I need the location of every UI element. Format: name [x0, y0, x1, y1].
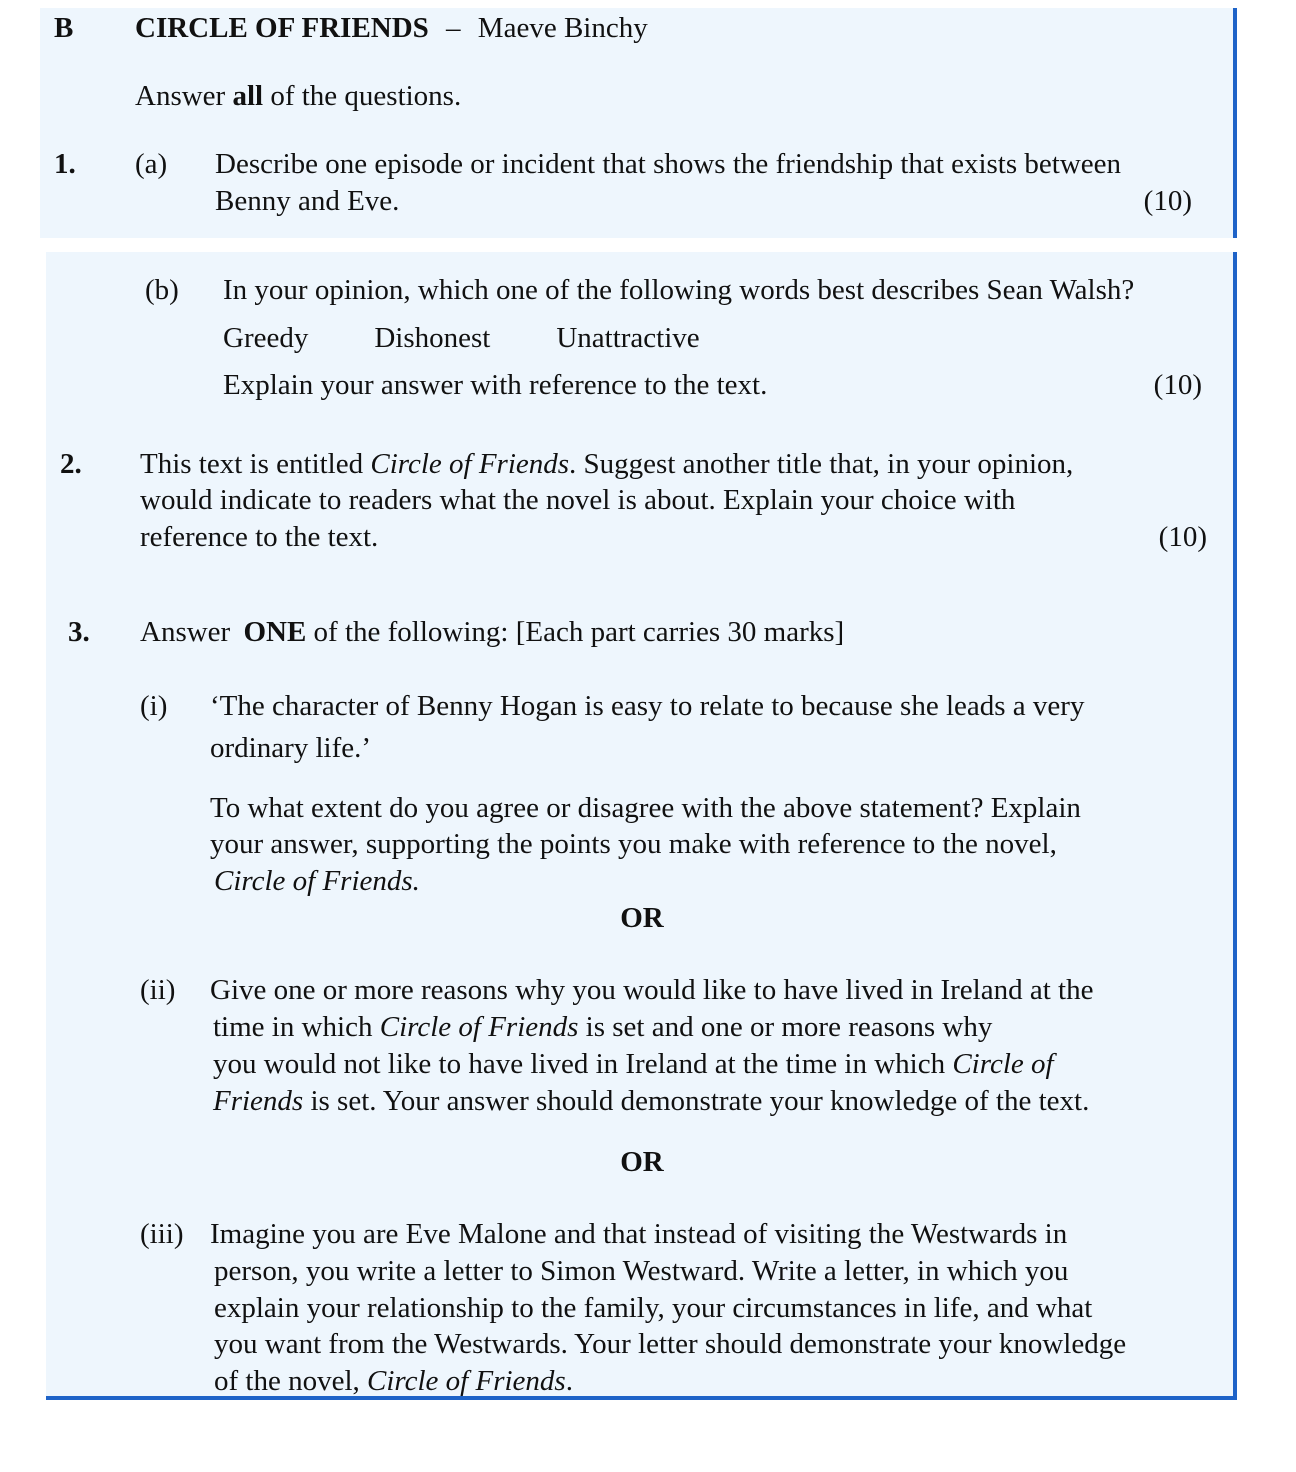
- q3ii-line3-title: Circle of: [952, 1048, 1054, 1080]
- q3-intro-pre: Answer: [140, 616, 231, 648]
- instruction-post: of the questions.: [270, 80, 462, 112]
- q2-line2: would indicate to readers what the novel is about. Explain your choice with: [140, 484, 1016, 516]
- section-title: CIRCLE OF FRIENDS: [135, 12, 429, 44]
- q3i-line5: Circle of Friends.: [214, 865, 420, 897]
- q3iii-line4: you want from the Westwards. Your letter should demonstrate your knowledge: [214, 1328, 1127, 1360]
- q3iii-line5-post: .: [565, 1365, 573, 1397]
- q3-number: 3.: [68, 616, 90, 648]
- option-unattractive: Unattractive: [556, 322, 700, 354]
- section-instruction: [135, 78, 461, 114]
- q3i-line2: ordinary life.’: [210, 732, 372, 764]
- q1b-line3: Explain your answer with reference to the text.: [223, 369, 768, 401]
- q3ii-line1: Give one or more reasons why you would like to have lived in Ireland at the: [210, 974, 1094, 1006]
- q3iii-line5-title: Circle of Friends: [367, 1365, 566, 1397]
- q1-number: 1.: [54, 148, 76, 180]
- q2-line1: [140, 446, 1073, 482]
- q3ii-line4-title: Friends: [213, 1085, 304, 1117]
- instruction-bold: all: [232, 80, 264, 112]
- q3ii-line2: [213, 1009, 992, 1045]
- q3ii-label: (ii): [140, 974, 176, 1006]
- section-author: Maeve Binchy: [477, 12, 648, 44]
- q3iii-line3: explain your relationship to the family, your circumstances in life, and what: [214, 1292, 1093, 1324]
- q1a-line1: Describe one episode or incident that shows the friendship that exists between: [215, 148, 1122, 180]
- q1a-marks: (10): [1143, 185, 1192, 217]
- q3ii-line4-post: is set. Your answer should demonstrate your knowledge of the text.: [310, 1085, 1090, 1117]
- q3i-line4: your answer, supporting the points you make with reference to the novel,: [210, 828, 1057, 860]
- section-letter: B: [54, 12, 74, 44]
- q3iii-line5-pre: of the novel,: [214, 1365, 360, 1397]
- q3-intro-post: of the following: [Each part carries 30 marks]: [313, 616, 845, 648]
- or-separator-2: OR: [620, 1146, 664, 1178]
- q3ii-line4: [213, 1083, 1089, 1119]
- q2-line1-post: . Suggest another title that, in your opinion,: [569, 448, 1074, 480]
- q3ii-line2-pre: time in which: [213, 1011, 373, 1043]
- q3i-line3: To what extent do you agree or disagree with the above statement? Explain: [210, 792, 1081, 824]
- q1a-label: (a): [135, 148, 168, 180]
- option-greedy: Greedy: [223, 322, 309, 354]
- q2-marks: (10): [1158, 521, 1207, 553]
- or-separator-1: OR: [620, 902, 664, 934]
- instruction-pre: Answer: [135, 80, 226, 112]
- q2-line1-pre: This text is entitled: [140, 448, 364, 480]
- q3iii-line5: [214, 1363, 573, 1399]
- q3ii-line2-post: is set and one or more reasons why: [585, 1011, 993, 1043]
- q1b-line1: In your opinion, which one of the following words best describes Sean Walsh?: [223, 274, 1135, 306]
- q3ii-line3: [213, 1046, 1054, 1082]
- q3iii-line1: Imagine you are Eve Malone and that instead of visiting the Westwards in: [210, 1218, 1068, 1250]
- q1b-label: (b): [145, 274, 179, 306]
- q3iii-line2: person, you write a letter to Simon Westward. Write a letter, in which you: [214, 1255, 1069, 1287]
- q1a-line2: Benny and Eve.: [215, 185, 400, 217]
- section-heading: [135, 10, 648, 46]
- q3-intro-bold: ONE: [243, 616, 307, 648]
- q3-intro: [140, 614, 844, 650]
- q1b-marks: (10): [1153, 369, 1202, 401]
- q3iii-label: (iii): [140, 1218, 184, 1250]
- q2-number: 2.: [60, 448, 82, 480]
- q2-line1-title: Circle of Friends: [370, 448, 570, 480]
- q3ii-line3-pre: you would not like to have lived in Ireland at the time in which: [213, 1048, 946, 1080]
- title-dash: –: [446, 12, 461, 44]
- q1b-options: [223, 320, 766, 356]
- q2-line3: reference to the text.: [140, 521, 379, 553]
- q3i-label: (i): [140, 690, 168, 722]
- q3i-line1: ‘The character of Benny Hogan is easy to relate to because she leads a very: [210, 690, 1085, 722]
- option-dishonest: Dishonest: [374, 322, 491, 354]
- q3ii-line2-title: Circle of Friends: [379, 1011, 579, 1043]
